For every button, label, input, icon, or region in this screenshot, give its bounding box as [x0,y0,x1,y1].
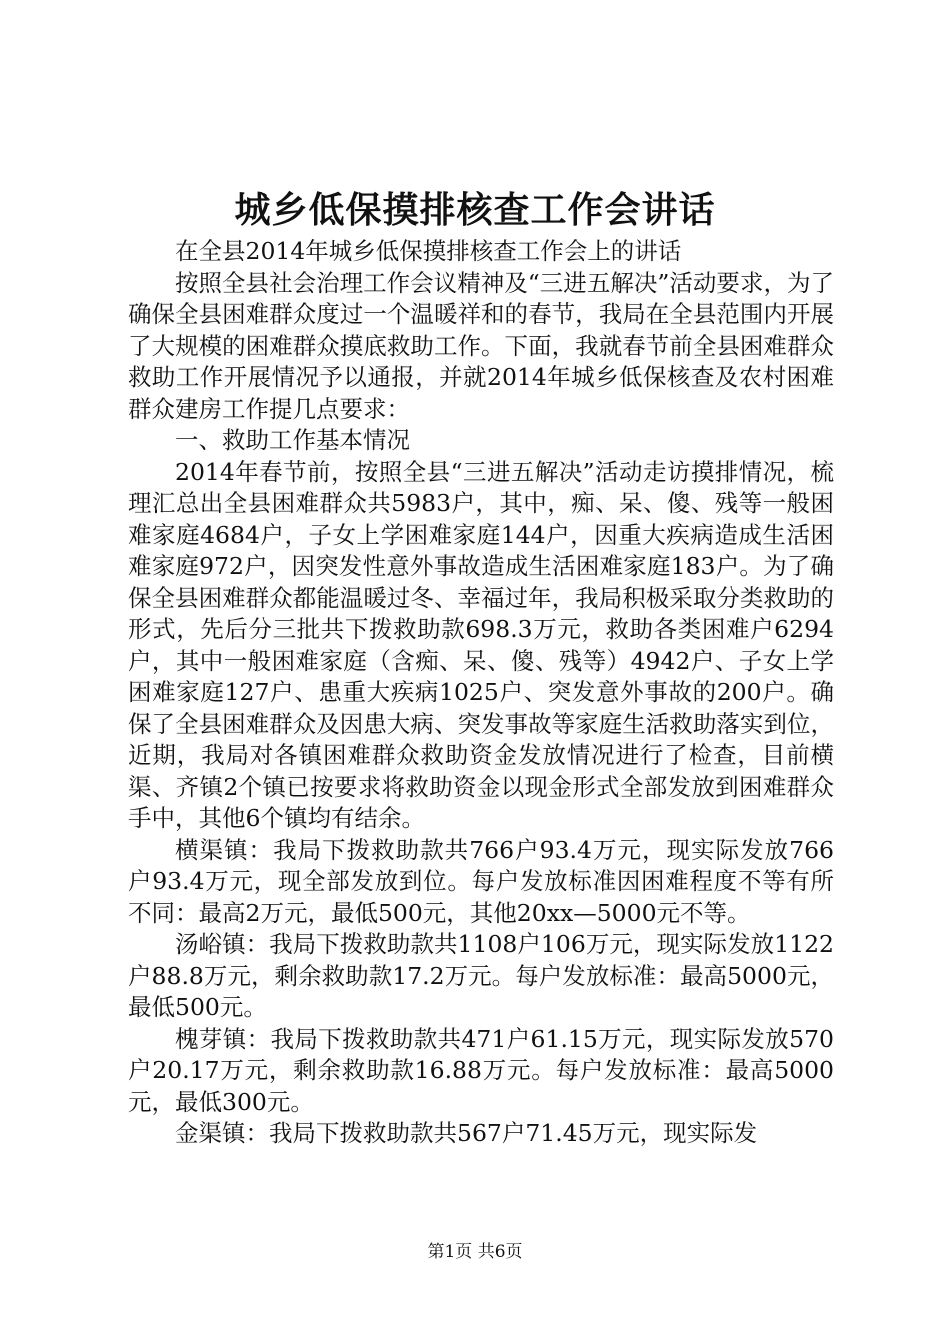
town-paragraph-jinqu: 金渠镇：我局下拨救助款共567户71.45万元，现实际发 [175,1119,758,1147]
town-paragraph-tangyu: 汤峪镇：我局下拨救助款共1108户106万元，现实际发放1122户88.8万元，剩余救助款17.2万元。每户发放标准：最高5000元，最低500元。 [128,930,834,1021]
section-heading: 一、救助工作基本情况 [175,426,410,454]
subtitle-paragraph: 在全县2014年城乡低保摸排核查工作会上的讲话 [175,237,682,265]
document-body [128,236,834,1150]
summary-paragraph: 2014年春节前，按照全县“三进五解决”活动走访摸排情况，梳理汇总出全县困难群众共5983户，其中，痴、呆、傻、残等一般困难家庭4684户，子女上学困难家庭144户，因重大疾病造成生活困难家庭972户，因突发性意外事故造成生活困难家庭183户。为了确保全县困难群众都能温暖过冬、幸福过年，我局积极采取分类救助的形式，先后分三批共下拨救助款698.3万元，救助各类困难户6294户，其中一般困难家庭（含痴、呆、傻、残等）4942户、子女上学困难家庭127户、患重大疾病1025户、突发意外事故的200户。确保了全县困难群众及因患大病、突发事故等家庭生活救助落实到位，近期，我局对各镇困难群众救助资金发放情况进行了检查，目前横渠、齐镇2个镇已按要求将救助资金以现金形式全部发放到困难群众手中，其他6个镇均有结余。 [128,457,834,832]
intro-paragraph: 按照全县社会治理工作会议精神及“三进五解决”活动要求，为了确保全县困难群众度过一个温暖祥和的春节，我局在全县范围内开展了大规模的困难群众摸底救助工作。下面，我就春节前全县困难群众救助工作开展情况予以通报，并就2014年城乡低保核查及农村困难群众建房工作提几点要求： [128,268,834,423]
town-paragraph-hengqu: 横渠镇：我局下拨救助款共766户93.4万元，现实际发放766户93.4万元，现全部发放到位。每户发放标准因困难程度不等有所不同：最高2万元，最低500元，其他20xx—5000元不等。 [128,835,834,927]
page-number-footer: 第1页 共6页 [427,1242,523,1262]
town-paragraph-huaiya: 槐芽镇：我局下拨救助款共471户61.15万元，现实际发放570户20.17万元，剩余救助款16.88万元。每户发放标准：最高5000元，最低300元。 [128,1024,834,1116]
document-title: 城乡低保摸排核查工作会讲话 [234,189,716,231]
